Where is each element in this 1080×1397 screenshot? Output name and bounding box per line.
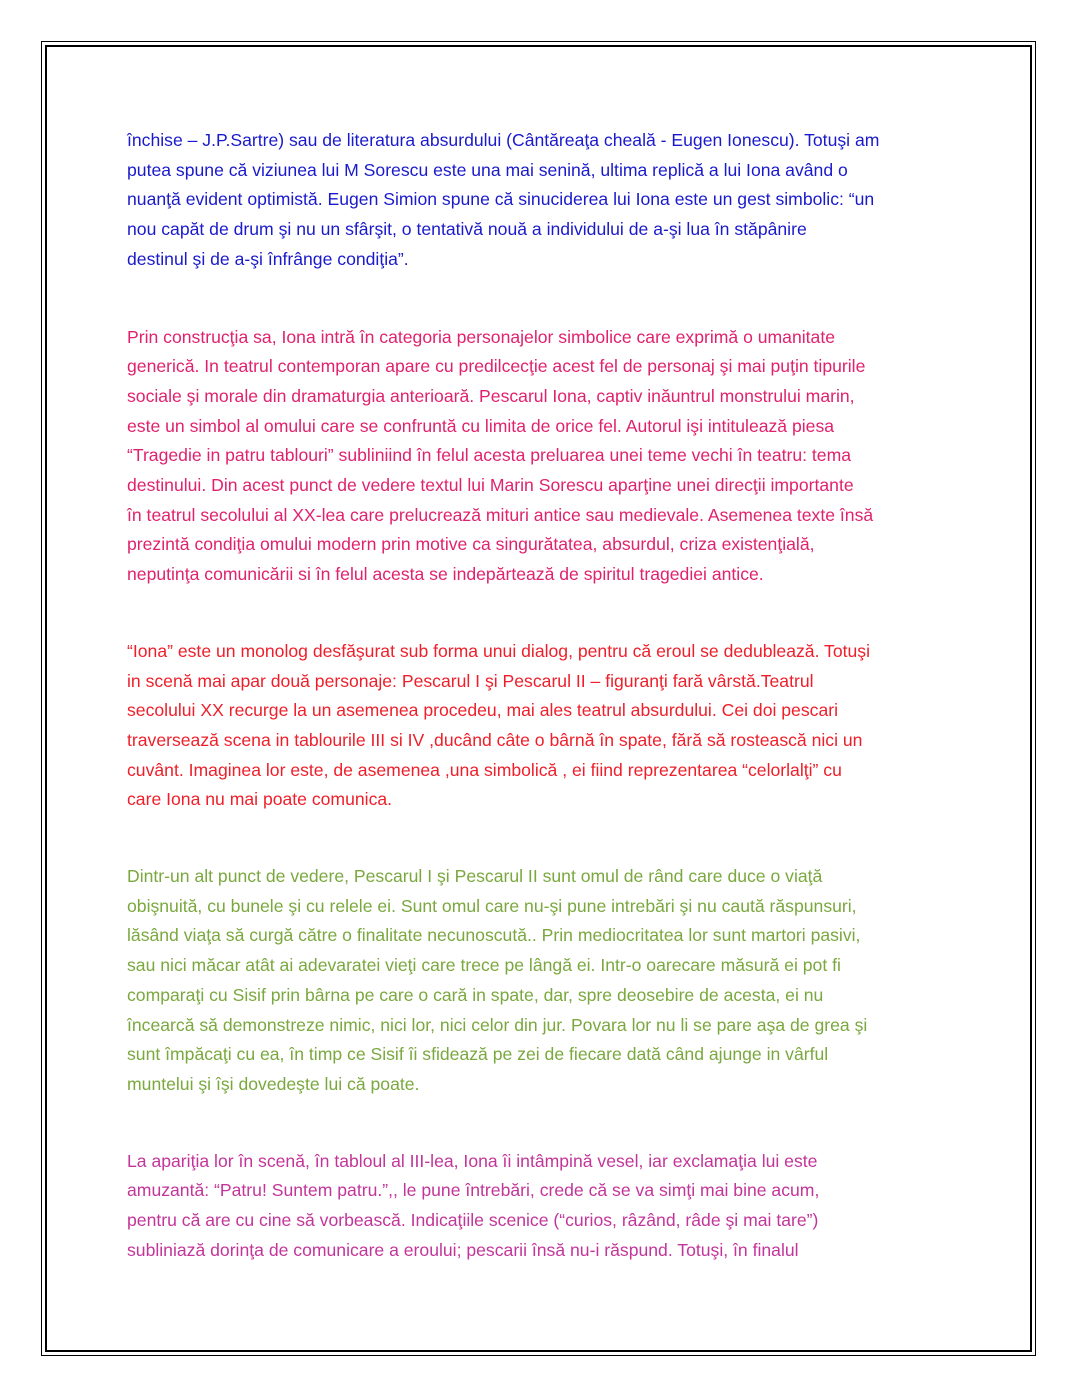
- text-line: prezintă condiţia omului modern prin motive ca singurătatea, absurdul, criza existenţială,: [127, 534, 815, 555]
- text-line: generică. In teatrul contemporan apare cu predilcecţie acest fel de personaj şi mai puţin tipurile: [127, 356, 866, 377]
- text-line: pentru că are cu cine să vorbească. Indicaţiile scenice (“curios, râzând, râde şi mai tare”): [127, 1210, 819, 1231]
- text-line: subliniază dorinţa de comunicare a eroului; pescarii însă nu-i răspund. Totuşi, în finalul: [127, 1239, 799, 1260]
- text-line: obişnuită, cu bunele şi cu relele ei. Sunt omul care nu-şi pune intrebări şi nu caută răspunsuri,: [127, 895, 857, 916]
- text-line: sunt împăcaţi cu ea, în timp ce Sisif îi sfidează pe zei de fiecare dată când ajunge in vârful: [127, 1044, 829, 1065]
- text-line: “Tragedie in patru tablouri” subliniind în felul acesta preluarea unei teme vechi în teatru: tema: [127, 445, 852, 466]
- text-line: nuanţă evident optimistă. Eugen Simion spune că sinuciderea lui Iona este un gest simbolic: “un: [127, 189, 875, 210]
- text-line: amuzantă: “Patru! Suntem patru.”,, le pune întrebări, crede că se va simţi mai bine acum,: [127, 1180, 820, 1201]
- paragraph-3: [127, 637, 962, 815]
- text-line: muntelui şi îşi dovedeşte lui că poate.: [127, 1073, 420, 1094]
- text-line: La apariţia lor în scenă, în tabloul al III-lea, Iona îi intâmpină vesel, iar exclamaţia lui este: [127, 1150, 818, 1171]
- text-line: comparaţi cu Sisif prin bârna pe care o cară in spate, dar, spre deosebire de acesta, ei nu: [127, 984, 824, 1005]
- text-line: închise – J.P.Sartre) sau de literatura absurdului (Cântăreaţa cheală - Eugen Ionescu). Totuşi am: [127, 130, 880, 150]
- text-line: nou capăt de drum şi nu un sfârşit, o tentativă nouă a individului de a-şi lua în stăpânire: [127, 219, 807, 240]
- text-line: traversează scena in tablourile III si IV ,ducând câte o bârnă în spate, fără să rostească nici un: [127, 729, 863, 750]
- text-line: neputinţa comunicării si în felul acesta se indepărtează de spiritul tragediei antice.: [127, 564, 764, 585]
- paragraph-1: [127, 126, 962, 275]
- text-line: destinul şi de a-şi înfrânge condiţia”.: [127, 248, 409, 269]
- text-line: destinului. Din acest punct de vedere textul lui Marin Sorescu aparţine unei direcţii importante: [127, 475, 854, 496]
- text-line: în teatrul secolului al XX-lea care prelucrează mituri antice sau medievale. Asemenea texte însă: [127, 504, 874, 525]
- text-line: care Iona nu mai poate comunica.: [127, 789, 393, 810]
- text-line: sau nici măcar atât ai adevaratei vieţi care trece pe lângă ei. Intr-o oarecare măsură ei pot fi: [127, 955, 841, 976]
- paragraph-2: [127, 323, 962, 590]
- text-line: in scenă mai apar două personaje: Pescarul I şi Pescarul II – figuranţi fară vârstă.Teatrul: [127, 670, 814, 691]
- text-line: sociale şi morale din dramaturgia anterioară. Pescarul Iona, captiv inăuntrul monstrului marin,: [127, 385, 855, 406]
- text-line: “Iona” este un monolog desfăşurat sub forma unui dialog, pentru că eroul se dedublează. Totuşi: [127, 640, 870, 661]
- document-body: [127, 126, 962, 1266]
- text-line: Dintr-un alt punct de vedere, Pescarul I şi Pescarul II sunt omul de rând care duce o viaţă: [127, 866, 823, 887]
- text-line: este un simbol al omului care se confruntă cu limita de orice fel. Autorul işi intitulează piesa: [127, 415, 835, 436]
- text-line: încearcă să demonstreze nimic, nici lor, nici celor din jur. Povara lor nu li se pare aşa de grea şi: [127, 1014, 868, 1035]
- paragraph-5: [127, 1147, 962, 1266]
- text-line: lăsând viaţa să curgă către o finalitate necunoscută.. Prin mediocritatea lor sunt martori pasivi,: [127, 925, 861, 946]
- text-line: cuvânt. Imaginea lor este, de asemenea ,una simbolică , ei fiind reprezentarea “celorlalţi” cu: [127, 759, 842, 780]
- text-line: secolului XX recurge la un asemenea procedeu, mai ales teatrul absurdului. Cei doi pescari: [127, 700, 838, 721]
- text-line: Prin construcţia sa, Iona intră în categoria personajelor simbolice care exprimă o umanitate: [127, 326, 836, 347]
- paragraph-4: [127, 862, 962, 1100]
- text-line: putea spune că viziunea lui M Sorescu este una mai senină, ultima replică a lui Iona având o: [127, 159, 848, 180]
